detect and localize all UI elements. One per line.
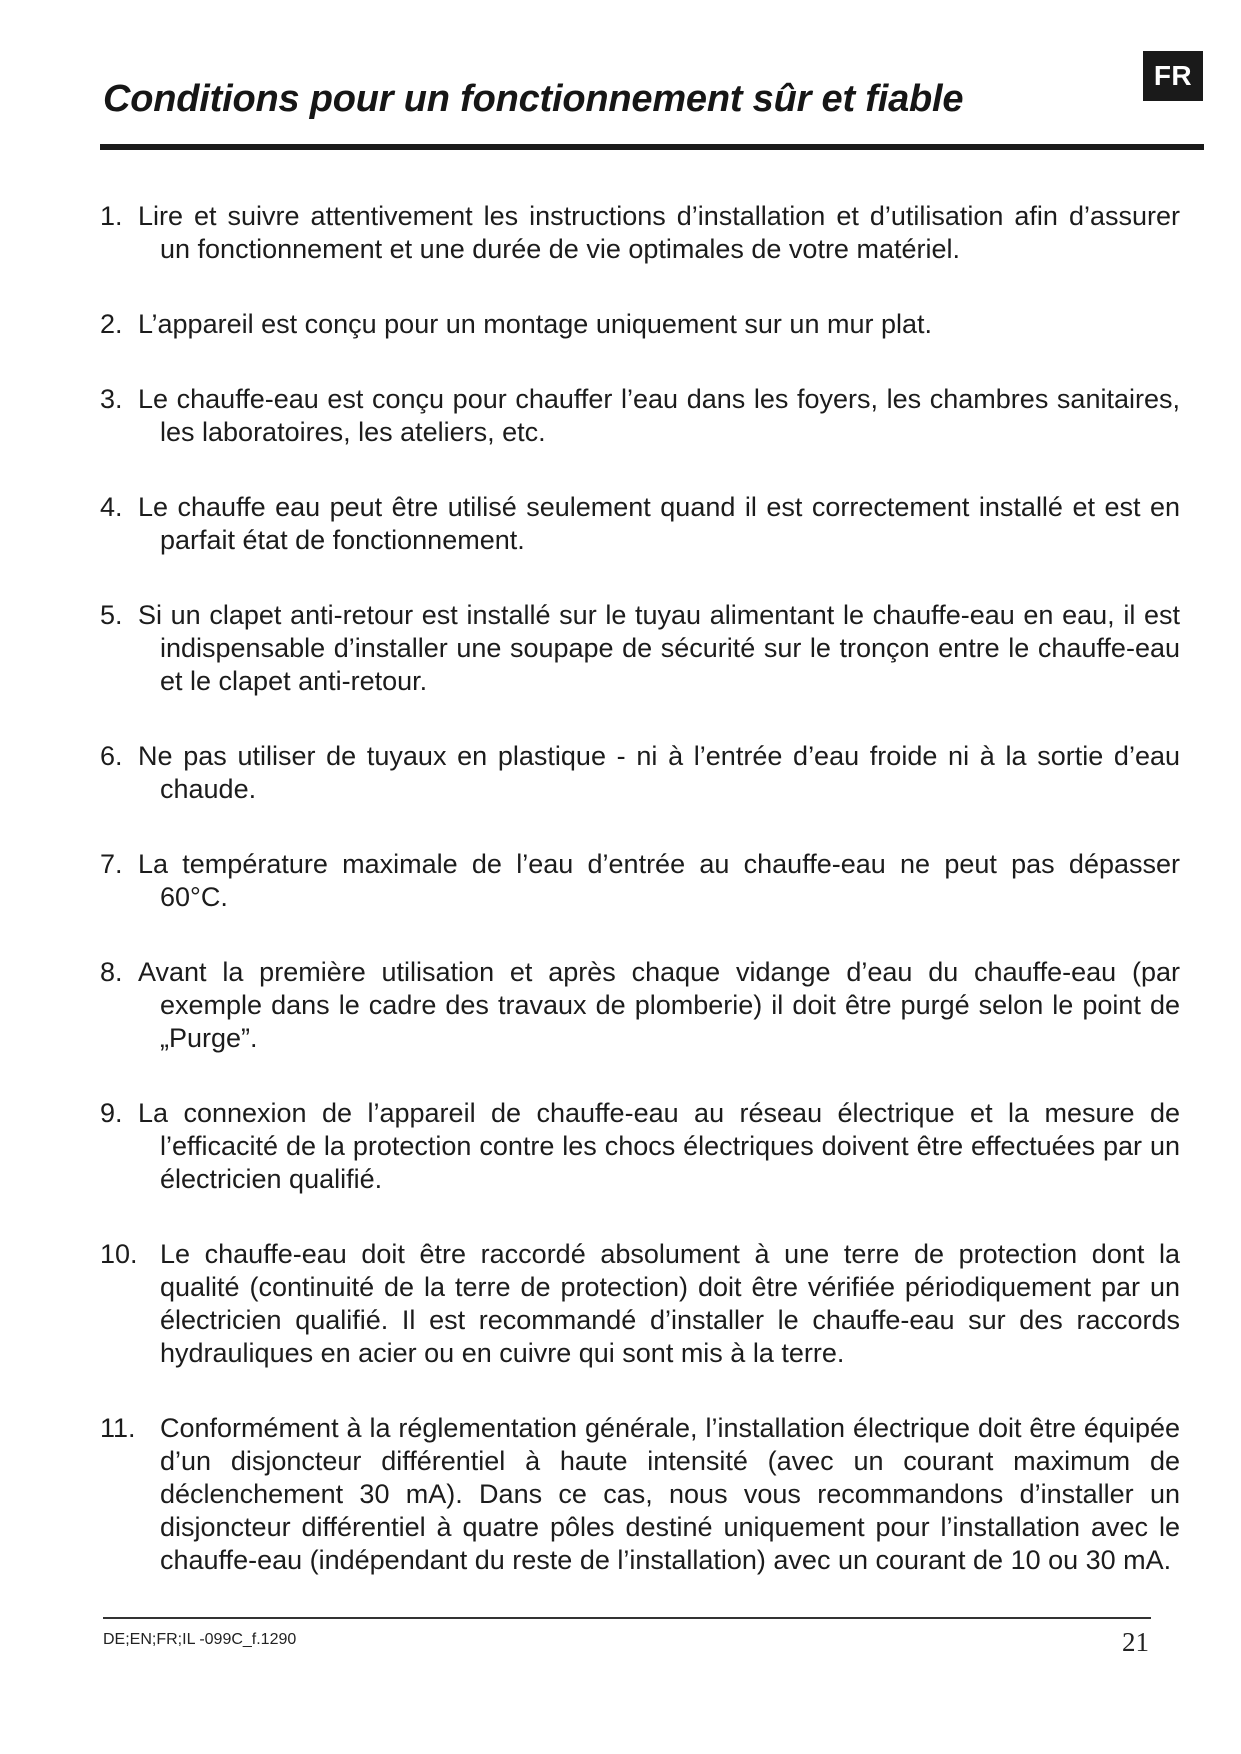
condition-text: Avant la première utilisation et après chaque vidange d’eau du chauffe-eau (par exemple dans le cadre des travaux de plomberie) il doit être purgé selon le point de „Purge”. — [138, 957, 1180, 1053]
condition-number: 11. — [100, 1413, 136, 1443]
condition-item — [100, 200, 1180, 266]
condition-item — [100, 491, 1180, 557]
condition-number: 3. — [100, 384, 123, 414]
condition-number: 10. — [100, 1239, 138, 1269]
condition-number: 6. — [100, 741, 123, 771]
condition-number: 5. — [100, 600, 123, 630]
condition-text: Conformément à la réglementation générale, l’installation électrique doit être équipée d’un disjoncteur différentiel à haute intensité (avec un courant maximum de déclenchement 30 mA). Dans ce cas, nous vous recommandons d’installer un disjoncteur différentiel à quatre pôles destiné uniquement pour l’installation avec le chauffe-eau (indépendant du reste de l’installation) avec un courant de 10 ou 30 mA. — [160, 1413, 1180, 1575]
condition-item — [100, 848, 1180, 914]
condition-text: Lire et suivre attentivement les instructions d’installation et d’utilisation afin d’assurer un fonctionnement et une durée de vie optimales de votre matériel. — [138, 201, 1180, 264]
condition-text: Le chauffe eau peut être utilisé seulement quand il est correctement installé et est en parfait état de fonctionnement. — [138, 492, 1180, 555]
condition-item — [100, 1097, 1180, 1196]
condition-text: Si un clapet anti-retour est installé sur le tuyau alimentant le chauffe-eau en eau, il est indispensable d’installer une soupape de sécurité sur le tronçon entre le chauffe-eau et le clapet anti-retour. — [138, 600, 1180, 696]
condition-item — [100, 740, 1180, 806]
page-number: 21 — [1122, 1627, 1149, 1657]
condition-item — [100, 1238, 1180, 1370]
page-title: Conditions pour un fonctionnement sûr et fiable — [103, 78, 964, 120]
condition-number: 7. — [100, 849, 123, 879]
language-badge: FR — [1143, 51, 1203, 101]
condition-item — [100, 1412, 1180, 1577]
document-code: DE;EN;FR;IL -099C_f.1290 — [103, 1631, 297, 1648]
condition-number: 4. — [100, 492, 123, 522]
condition-text: Ne pas utiliser de tuyaux en plastique - ni à l’entrée d’eau froide ni à la sortie d’eau chaude. — [138, 741, 1180, 804]
condition-item — [100, 308, 1180, 341]
condition-text: Le chauffe-eau doit être raccordé absolument à une terre de protection dont la qualité (continuité de la terre de protection) doit être vérifiée périodiquement par un électricien qualifié. Il est recommandé d’installer le chauffe-eau sur des raccords hydrauliques en acier ou en cuivre qui sont mis à la terre. — [160, 1239, 1180, 1368]
condition-text: La connexion de l’appareil de chauffe-eau au réseau électrique et la mesure de l’efficacité de la protection contre les chocs électriques doivent être effectuées par un électricien qualifié. — [138, 1098, 1180, 1194]
footer-divider — [103, 1617, 1151, 1619]
condition-item — [100, 599, 1180, 698]
condition-number: 2. — [100, 309, 123, 339]
condition-text: Le chauffe-eau est conçu pour chauffer l’eau dans les foyers, les chambres sanitaires, les laboratoires, les ateliers, etc. — [138, 384, 1180, 447]
condition-number: 1. — [100, 201, 123, 231]
condition-number: 8. — [100, 957, 123, 987]
title-divider — [100, 144, 1204, 150]
condition-text: L’appareil est conçu pour un montage uniquement sur un mur plat. — [138, 309, 932, 339]
condition-number: 9. — [100, 1098, 123, 1128]
condition-item — [100, 383, 1180, 449]
conditions-list — [100, 200, 1180, 1619]
condition-item — [100, 956, 1180, 1055]
condition-text: La température maximale de l’eau d’entrée au chauffe-eau ne peut pas dépasser 60°C. — [138, 849, 1180, 912]
